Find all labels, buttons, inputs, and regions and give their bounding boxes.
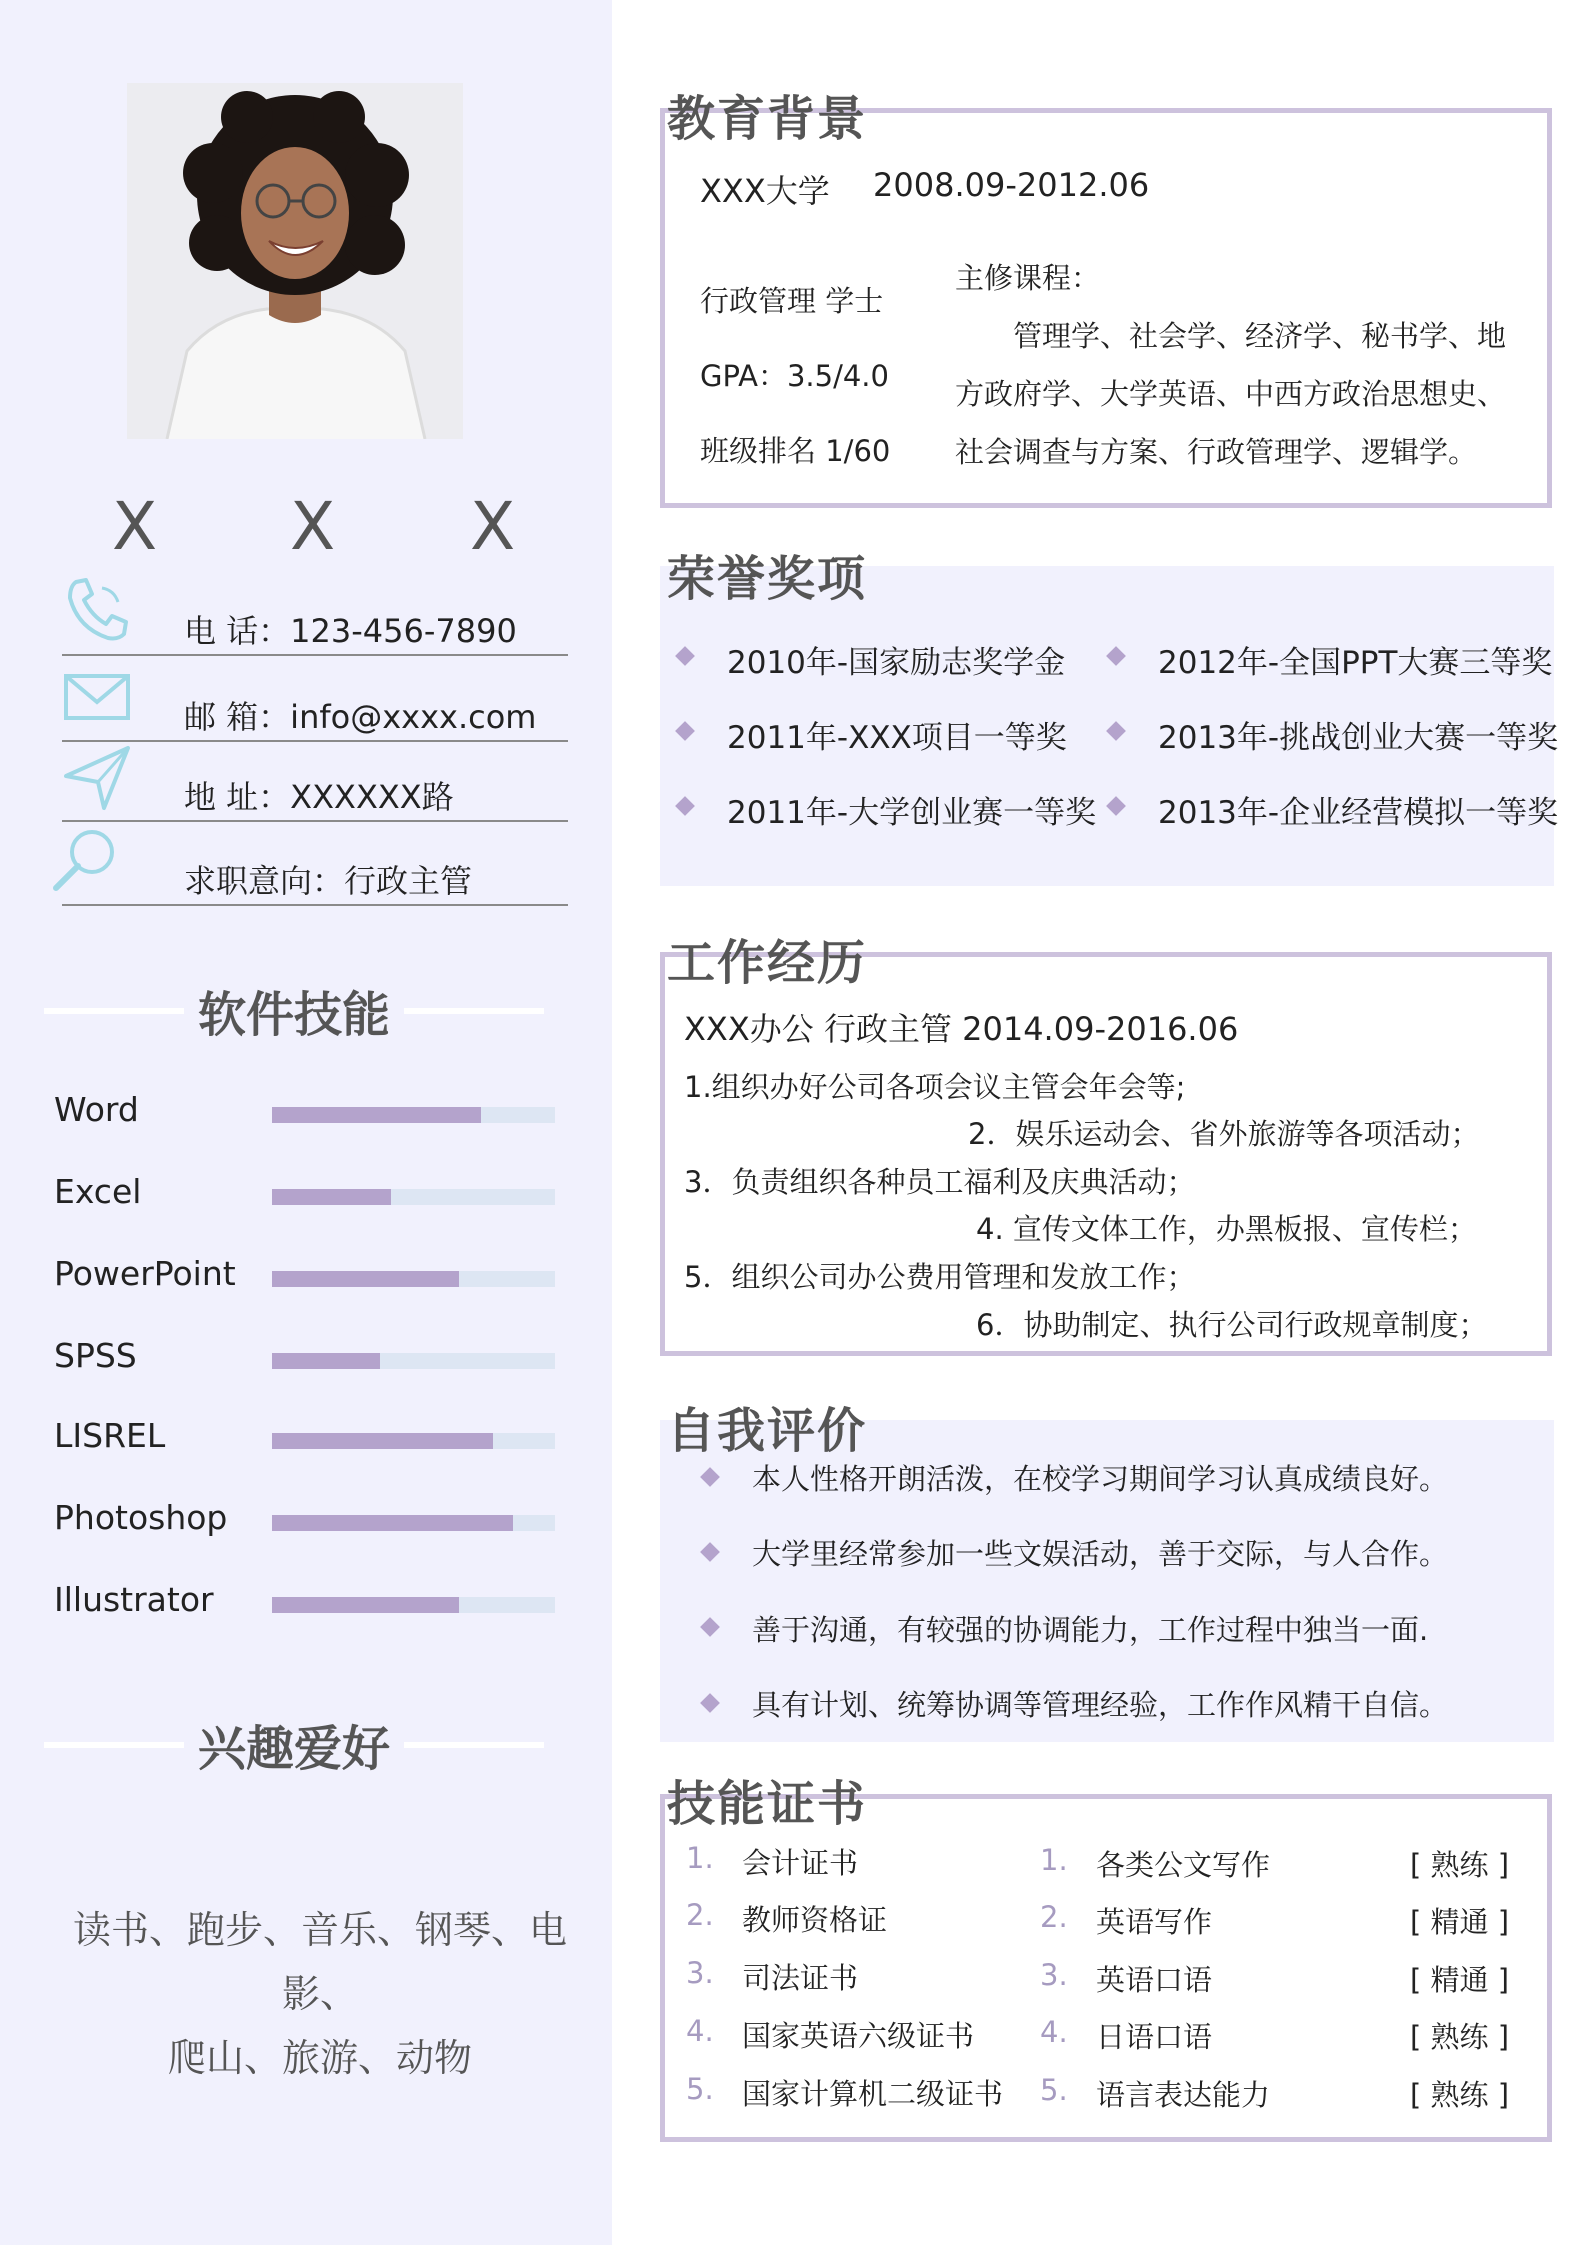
self-eval-item: 本人性格开朗活泼，在校学习期间学习认真成绩良好。 [752,1462,1449,1496]
skill-label: PowerPoint [54,1254,236,1293]
skill-label: Illustrator [54,1580,214,1619]
contact-address [62,742,568,822]
skill-label: Word [54,1090,139,1129]
self-eval-item: 具有计划、统筹协调等管理经验，工作作风精干自信。 [752,1688,1449,1722]
cert-number: 1. [686,1841,714,1875]
school-name: XXX大学 [700,172,830,210]
cert-number: 1. [1040,1843,1068,1877]
phone-icon [62,576,138,646]
skill-level: [ 精通 ] [1410,1963,1510,1997]
honor-item: 2012年-全国PPT大赛三等奖 [1158,645,1553,681]
honor-item: 2011年-XXX项目一等奖 [727,720,1067,756]
courses-label: 主修课程： [955,261,1101,295]
skill-bar [272,1353,555,1369]
address-text: 地 址：XXXXXX路 [184,778,454,816]
self-eval-title: 自我评价 [667,1403,868,1459]
skill-level: [ 熟练 ] [1410,1848,1510,1882]
courses-line: 管理学、社会学、经济学、秘书学、地 [1013,319,1507,353]
contact-objective [62,826,568,906]
name-char-1: X [112,488,158,565]
skill-label: Excel [54,1172,142,1211]
self-eval-item: 大学里经常参加一些文娱活动，善于交际，与人合作。 [752,1537,1449,1571]
cert-number: 4. [686,2014,714,2048]
skill-bar [272,1107,555,1123]
contact-email [62,662,568,742]
skill-bar-fill [272,1353,380,1369]
skill-bar-fill [272,1107,481,1123]
skill-bar [272,1189,555,1205]
skill-word [54,1090,554,1134]
work-item: 6．协助制定、执行公司行政规章制度； [976,1308,1488,1342]
skill-bar-fill [272,1271,459,1287]
education-title: 教育背景 [667,91,868,147]
cert-name: 会计证书 [742,1846,859,1880]
hobby-title: 兴趣爱好 [184,1721,404,1777]
honor-item: 2011年-大学创业赛一等奖 [727,795,1097,831]
self-eval-item: 善于沟通，有较强的协调能力，工作过程中独当一面. [752,1613,1429,1647]
phone-text: 电 话：123-456-7890 [184,612,517,650]
work-item: 3．负责组织各种员工福利及庆典活动； [684,1165,1196,1199]
cert-name: 司法证书 [742,1961,859,1995]
name-char-3: X [470,488,516,565]
cert-name: 国家英语六级证书 [742,2019,975,2053]
skill-bar [272,1433,555,1449]
gpa: GPA：3.5/4.0 [700,359,889,393]
objective-text: 求职意向：行政主管 [184,862,473,900]
skill-label: Photoshop [54,1498,228,1537]
work-item: 1.组织办好公司各项会议主管会年会等; [684,1070,1186,1104]
skill-name: 英语写作 [1096,1905,1213,1939]
skill-illustrator [54,1580,554,1624]
certs-title: 技能证书 [667,1776,868,1832]
name-char-2: X [290,488,336,565]
skill-level: [ 熟练 ] [1410,2078,1510,2112]
profile-photo [127,83,463,439]
cert-name: 国家计算机二级证书 [742,2077,1004,2111]
skill-bar-fill [272,1189,391,1205]
cert-name: 教师资格证 [742,1903,888,1937]
cert-number: 5. [1040,2073,1068,2107]
cert-number: 3. [1040,1958,1068,1992]
skill-name: 英语口语 [1096,1963,1213,1997]
honor-item: 2013年-挑战创业大赛一等奖 [1158,720,1559,756]
work-title: 工作经历 [667,935,868,991]
honors-title: 荣誉奖项 [667,551,868,607]
skill-lisrel [54,1416,554,1460]
honor-item: 2013年-企业经营模拟一等奖 [1158,795,1559,831]
cert-number: 4. [1040,2015,1068,2049]
cert-number: 3. [686,1956,714,1990]
hobby-text [40,1898,600,2090]
skill-name: 日语口语 [1096,2020,1213,2054]
skill-photoshop [54,1498,554,1542]
school-period: 2008.09-2012.06 [873,166,1150,204]
cert-number: 5. [686,2072,714,2106]
hobby-line: 爬山、旅游、动物 [167,2036,472,2080]
work-item: 2．娱乐运动会、省外旅游等各项活动； [968,1117,1480,1151]
skill-powerpoint [54,1254,554,1298]
skill-spss [54,1336,554,1380]
skill-bar-fill [272,1433,493,1449]
skill-bar [272,1515,555,1531]
work-header: XXX办公 行政主管 2014.09-2016.06 [684,1010,1239,1048]
contact-phone [62,576,568,656]
skill-excel [54,1172,554,1216]
skill-bar-fill [272,1515,513,1531]
work-item: 4. 宣传文体工作，办黑板报、宣传栏； [976,1212,1477,1246]
search-icon [48,826,124,896]
location-icon [62,742,138,812]
skill-level: [ 熟练 ] [1410,2020,1510,2054]
skills-title: 软件技能 [184,987,404,1043]
skill-label: SPSS [54,1336,137,1375]
email-text: 邮 箱：info@xxxx.com [184,698,537,736]
courses-line: 方政府学、大学英语、中西方政治思想史、 [955,377,1507,411]
cert-number: 2. [686,1898,714,1932]
degree: 行政管理 学士 [700,284,884,318]
skill-bar [272,1597,555,1613]
courses-line: 社会调查与方案、行政管理学、逻辑学。 [955,435,1478,469]
hobby-line: 读书、跑步、音乐、钢琴、电影、 [72,1908,567,2016]
skills-heading [44,976,544,1043]
honor-item: 2010年-国家励志奖学金 [727,645,1066,681]
skill-label: LISREL [54,1416,166,1455]
skill-bar-fill [272,1597,459,1613]
mail-icon [62,662,138,732]
skill-level: [ 精通 ] [1410,1905,1510,1939]
hobby-heading [44,1710,544,1777]
sidebar [0,0,612,2245]
skill-name: 各类公文写作 [1096,1848,1271,1882]
cert-number: 2. [1040,1900,1068,1934]
work-item: 5．组织公司办公费用管理和发放工作； [684,1260,1196,1294]
class-rank: 班级排名 1/60 [700,434,891,468]
skill-bar [272,1271,555,1287]
skill-name: 语言表达能力 [1096,2078,1271,2112]
